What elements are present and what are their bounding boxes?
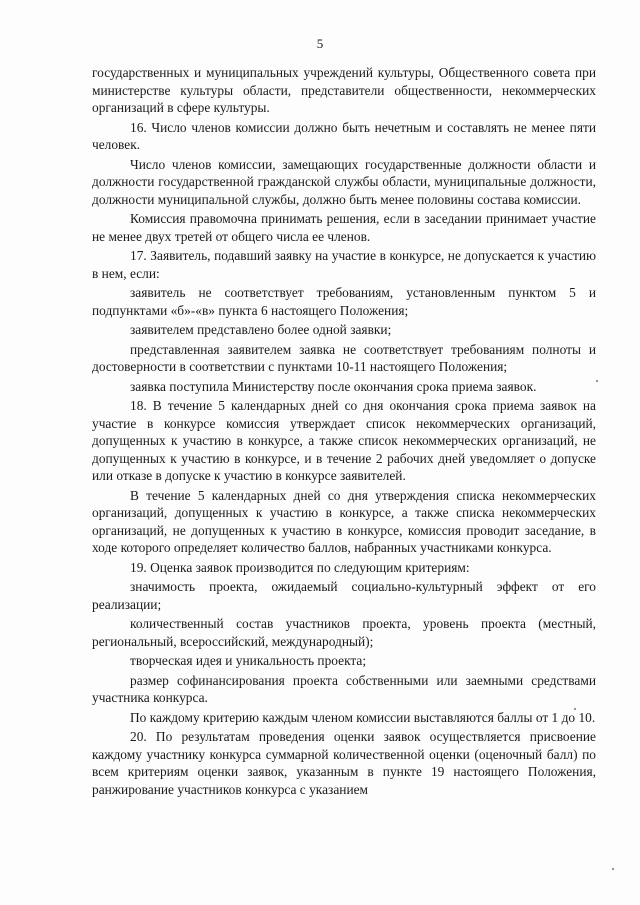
document-body: [92, 64, 596, 798]
paragraph-17-item-4: заявка поступила Министерству после окончания срока приема заявок.: [130, 378, 537, 394]
paragraph-17-item-1: заявитель не соответствует требованиям, установленным пунктом 5 и подпунктами «б»-«в» пункта 6 настоящего Положения;: [92, 285, 596, 318]
paragraph-18-session: В течение 5 календарных дней со дня утверждения списка некоммерческих организаций, допущенных к участию в конкурсе, а также списка некоммерческих организаций, не допущенных к участию в конкурсе, комиссия проводит заседание, в ходе которого определяет количество баллов, набранных участниками конкурса.: [92, 487, 596, 555]
paragraph-19-criterion-3: творческая идея и уникальность проекта;: [130, 653, 367, 668]
paragraph-20: 20. По результатам проведения оценки заявок осуществляется присвоение каждому участнику конкурса суммарной количественной оценки (оценочный балл) по всем критериям оценки заявок, указанным в пункте 19 настоящего Положения, ранжирование участников конкурса с указанием: [92, 729, 596, 797]
paragraph-16-members: Число членов комиссии, замещающих государственные должности области и должности государственной гражданской службы области, муниципальные должности, должности муниципальной службы, должно быть менее половины состава комиссии.: [92, 156, 596, 207]
scan-speck: [574, 708, 576, 710]
paragraph-17-item-3: представленная заявителем заявка не соответствует требованиям полноты и достоверности в соответствии с пунктами 10-11 настоящего Положения;: [92, 341, 596, 374]
paragraph-19-criterion-2: количественный состав участников проекта, уровень проекта (местный, региональный, всероссийский, международный);: [92, 616, 596, 649]
paragraph-19-criterion-1: значимость проекта, ожидаемый социально-культурный эффект от его реализации;: [92, 579, 596, 612]
scan-speck: [612, 868, 614, 870]
page-number: 5: [316, 36, 324, 51]
paragraph-17: 17. Заявитель, подавший заявку на участие в конкурсе, не допускается к участию в нем, если:: [92, 248, 596, 281]
paragraph-19-criterion-4: размер софинансирования проекта собственными или заемными средствами участника конкурса.: [92, 672, 596, 705]
paragraph-16: 16. Число членов комиссии должно быть нечетным и составлять не менее пяти человек.: [92, 119, 596, 152]
paragraph-continuation: государственных и муниципальных учреждений культуры, Общественного совета при министерстве культуры области, представители общественности, некоммерческих организаций в сфере культуры.: [92, 65, 596, 115]
paragraph-17-item-2: заявителем представлено более одной заявки;: [130, 322, 392, 337]
paragraph-16-quorum: Комиссия правомочна принимать решения, если в заседании принимает участие не менее двух третей от общего числа ее членов.: [92, 211, 596, 244]
scan-speck: [596, 380, 598, 382]
paragraph-19-scoring: По каждому критерию каждым членом комиссии выставляются баллы от 1 до 10.: [130, 709, 596, 725]
paragraph-18: 18. В течение 5 календарных дней со дня окончания срока приема заявок на участие в конкурсе комиссия утверждает список некоммерческих организаций, допущенных к участию в конкурсе, а также список некоммерческих организаций, не допущенных к участию в конкурсе, и в течение 2 рабочих дней уведомляет о допуске или отказе в допуске к участию в конкурсе заявителей.: [92, 398, 596, 483]
paragraph-19: 19. Оценка заявок производится по следующим критериям:: [130, 559, 470, 575]
